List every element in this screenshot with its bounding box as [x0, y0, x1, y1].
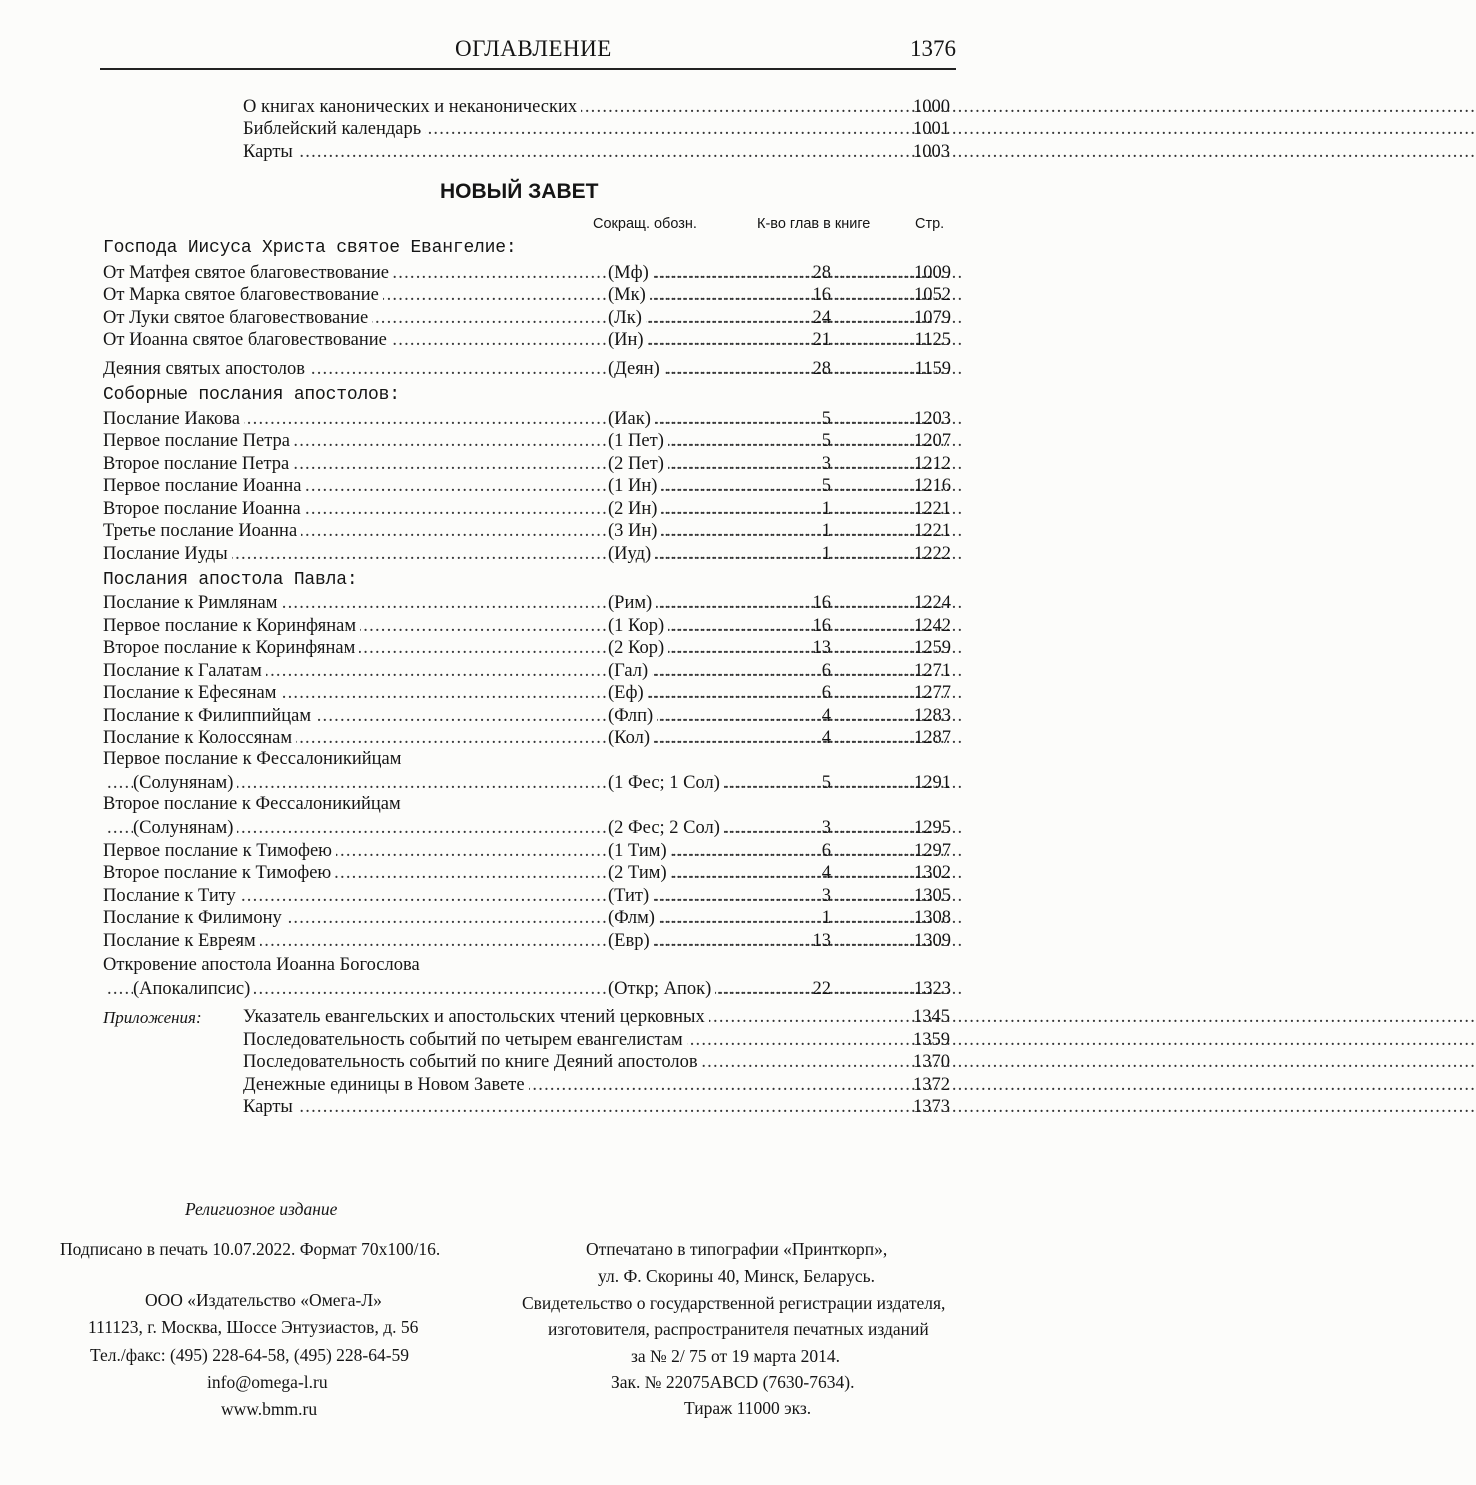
column-header-chapters: К-во глав в книге [757, 216, 871, 232]
leader-dots: .............. [839, 476, 921, 496]
book-entry [103, 930, 951, 952]
leader-dots: .............. [839, 841, 921, 861]
entry-title-line1: Первое послание к Фессалоникийцам [103, 749, 402, 769]
book-entry [103, 705, 951, 727]
leader-dots: .............. [839, 544, 921, 564]
certificate-line-2: изготовителя, распространителя печатных изданий [548, 1319, 929, 1339]
book-title: От Иоанна святое благовествование ..... [103, 329, 603, 351]
page-ref: 1212 [914, 454, 951, 474]
page-ref: 1287 [914, 728, 951, 748]
page-ref: 1295 [914, 818, 951, 838]
running-header [100, 34, 956, 70]
book-entry [103, 615, 951, 637]
book-title: От Марка святое благовествование ..... [103, 284, 603, 306]
signed-info: Подписано в печать 10.07.2022. Формат 70х100/16. [60, 1239, 441, 1259]
chapter-count: 21 [812, 330, 831, 350]
chapter-count: 13 [812, 638, 831, 658]
book-entry [103, 358, 951, 380]
book-abbreviation: (1 Тим) ..... [608, 840, 803, 862]
toc-entry: О книгах канонических и неканонических ..... 1000 [243, 96, 950, 118]
page-ref: 1079 [914, 308, 951, 328]
page-ref: 1221 [914, 499, 951, 519]
page-ref: 1283 [914, 706, 951, 726]
group-title-catholic: Соборные послания апостолов: [103, 385, 400, 405]
leader-dots: .............. [839, 359, 921, 379]
book-title: Послание к Филимону ..... [103, 907, 603, 929]
book-entry [103, 329, 951, 351]
book-entry [103, 262, 951, 284]
chapter-count: 3 [821, 454, 831, 474]
page-ref: 1297 [914, 841, 951, 861]
book-title: Послание к Евреям ..... [103, 930, 603, 952]
leader-dots: .............. [839, 330, 921, 350]
book-abbreviation: (Деян) ..... [608, 358, 803, 380]
book-abbreviation: (2 Фес; 2 Сол) ..... [608, 817, 803, 839]
book-title: Второе послание Иоанна ..... [103, 498, 603, 520]
book-title: Послание к Римлянам ..... [103, 592, 603, 614]
leader-dots: .............. [839, 454, 921, 474]
page-ref: 1291 [914, 773, 951, 793]
appendix-label: Приложения: [103, 1008, 202, 1027]
page-ref: 1309 [914, 931, 951, 951]
chapter-count: 4 [821, 728, 831, 748]
book-entry [103, 817, 951, 839]
leader-dots: .............. [839, 409, 921, 429]
chapter-count: 16 [812, 285, 831, 305]
book-abbreviation: (Откр; Апок) ..... [608, 978, 803, 1000]
chapter-count: 1 [821, 521, 831, 541]
book-abbreviation: (Еф) ..... [608, 682, 803, 704]
book-title: Послание к Ефесянам ..... [103, 682, 603, 704]
toc-entry: Библейский календарь ..... 1001 [243, 118, 950, 140]
leader-dots: .............. [839, 683, 921, 703]
book-entry [103, 430, 951, 452]
page-ref: 1125 [914, 330, 951, 350]
chapter-count: 5 [821, 431, 831, 451]
book-title: Послание Иуды ..... [103, 543, 603, 565]
chapter-count: 13 [812, 931, 831, 951]
book-title: (Солунянам) ..... [103, 817, 603, 839]
section-title: НОВЫЙ ЗАВЕТ [440, 180, 599, 203]
page-ref: 1259 [914, 638, 951, 658]
book-entry [103, 543, 951, 565]
book-title: Послание к Галатам ..... [103, 660, 603, 682]
book-entry [103, 453, 951, 475]
book-abbreviation: (Рим) ..... [608, 592, 803, 614]
book-title: (Солунянам) ..... [103, 772, 603, 794]
leader-dots: .............. [839, 931, 921, 951]
page-ref: 1323 [914, 979, 951, 999]
chapter-count: 4 [821, 706, 831, 726]
chapter-count: 28 [812, 359, 831, 379]
book-abbreviation: (Иуд) ..... [608, 543, 803, 565]
group-title-pauline: Послания апостола Павла: [103, 570, 358, 590]
book-entry [103, 307, 951, 329]
book-title: Второе послание к Тимофею ..... [103, 862, 603, 884]
chapter-count: 4 [821, 863, 831, 883]
book-abbreviation: (2 Тим) ..... [608, 862, 803, 884]
leader-dots: .............. [839, 661, 921, 681]
book-entry [103, 660, 951, 682]
book-abbreviation: (Кол) ..... [608, 727, 803, 749]
publisher-name: ООО «Издательство «Омега-Л» [145, 1290, 382, 1310]
print-run: Тираж 11000 экз. [684, 1398, 812, 1418]
book-entry [103, 475, 951, 497]
publisher-email: info@omega-l.ru [207, 1372, 328, 1392]
entry-title-line1: Откровение апостола Иоанна Богослова [103, 955, 420, 975]
page-ref: 1222 [914, 544, 951, 564]
leader-dots: .............. [839, 706, 921, 726]
book-title: Послание к Колоссянам ..... [103, 727, 603, 749]
page-ref: 1277 [914, 683, 951, 703]
chapter-count: 16 [812, 593, 831, 613]
page-ref: 1224 [914, 593, 951, 613]
book-entry [103, 682, 951, 704]
leader-dots: .............. [839, 499, 921, 519]
edition-type: Религиозное издание [185, 1199, 338, 1219]
book-abbreviation: (1 Пет) ..... [608, 430, 803, 452]
book-abbreviation: (Иак) ..... [608, 408, 803, 430]
book-title: Послание Иакова ..... [103, 408, 603, 430]
leader-dots: .............. [839, 886, 921, 906]
chapter-count: 22 [812, 979, 831, 999]
book-title: Первое послание Иоанна ..... [103, 475, 603, 497]
appendix-entry: Денежные единицы в Новом Завете ..... 1372 [243, 1074, 950, 1096]
book-title: Второе послание Петра ..... [103, 453, 603, 475]
page-ref: 1242 [914, 616, 951, 636]
book-abbreviation: (Флм) ..... [608, 907, 803, 929]
chapter-count: 1 [821, 908, 831, 928]
certificate-line-3: за № 2/ 75 от 19 марта 2014. [631, 1346, 841, 1366]
book-title: Деяния святых апостолов ..... [103, 358, 603, 380]
book-abbreviation: (Гал) ..... [608, 660, 803, 682]
chapter-count: 3 [821, 886, 831, 906]
printer-line-2: ул. Ф. Скорины 40, Минск, Беларусь. [598, 1266, 875, 1286]
book-abbreviation: (Ин) ..... [608, 329, 803, 351]
book-abbreviation: (Флп) ..... [608, 705, 803, 727]
appendix-entry: Указатель евангельских и апостольских чтений церковных ..... 1345 [243, 1006, 950, 1028]
chapter-count: 24 [812, 308, 831, 328]
chapter-count: 1 [821, 544, 831, 564]
leader-dots: .............. [839, 638, 921, 658]
chapter-count: 5 [821, 409, 831, 429]
column-header-page: Стр. [915, 216, 945, 232]
book-abbreviation: (2 Пет) ..... [608, 453, 803, 475]
book-title: Первое послание Петра ..... [103, 430, 603, 452]
leader-dots: .............. [839, 521, 921, 541]
book-abbreviation: (1 Кор) ..... [608, 615, 803, 637]
book-abbreviation: (Мк) ..... [608, 284, 803, 306]
chapter-count: 16 [812, 616, 831, 636]
book-entry [103, 284, 951, 306]
chapter-count: 3 [821, 818, 831, 838]
page-ref: 1271 [914, 661, 951, 681]
leader-dots: .............. [839, 818, 921, 838]
chapter-count: 6 [821, 661, 831, 681]
page-ref: 1203 [914, 409, 951, 429]
book-entry [103, 885, 951, 907]
page-number: 1376 [910, 36, 956, 61]
book-entry [103, 862, 951, 884]
book-abbreviation: (2 Кор) ..... [608, 637, 803, 659]
page-ref: 1305 [914, 886, 951, 906]
book-abbreviation: (1 Ин) ..... [608, 475, 803, 497]
order-number: Зак. № 22075ABCD (7630-7634). [611, 1372, 855, 1392]
chapter-count: 6 [821, 683, 831, 703]
book-abbreviation: (Лк) ..... [608, 307, 803, 329]
leader-dots: .............. [839, 773, 921, 793]
chapter-count: 28 [812, 263, 831, 283]
publisher-phone: Тел./факс: (495) 228-64-58, (495) 228-64-59 [90, 1345, 410, 1365]
book-abbreviation: (2 Ин) ..... [608, 498, 803, 520]
page-ref: 1216 [914, 476, 951, 496]
book-entry [103, 907, 951, 929]
leader-dots: .............. [839, 431, 921, 451]
chapter-count: 5 [821, 476, 831, 496]
page-ref: 1302 [914, 863, 951, 883]
book-entry [103, 592, 951, 614]
book-title: От Матфея святое благовествование ..... [103, 262, 603, 284]
leader-dots: .............. [839, 979, 921, 999]
book-title: От Луки святое благовествование ..... [103, 307, 603, 329]
appendix-entry: Последовательность событий по четырем евангелистам ..... 1359 [243, 1029, 950, 1051]
publisher-address: 111123, г. Москва, Шоссе Энтузиастов, д. 56 [88, 1317, 419, 1337]
page-ref: 1159 [914, 359, 951, 379]
page-ref: 1052 [914, 285, 951, 305]
book-entry [103, 498, 951, 520]
book-title: Первое послание к Тимофею ..... [103, 840, 603, 862]
book-title: (Апокалипсис) ..... [103, 978, 603, 1000]
entry-title-line1: Второе послание к Фессалоникийцам [103, 794, 401, 814]
leader-dots: .............. [839, 308, 921, 328]
book-entry [103, 520, 951, 542]
leader-dots: .............. [839, 863, 921, 883]
leader-dots: .............. [839, 263, 921, 283]
book-entry [103, 727, 951, 749]
book-title: Послание к Филиппийцам ..... [103, 705, 603, 727]
leader-dots: .............. [839, 908, 921, 928]
book-entry [103, 978, 951, 1000]
book-abbreviation: (Евр) ..... [608, 930, 803, 952]
book-title: Второе послание к Коринфянам ..... [103, 637, 603, 659]
page-ref: 1308 [914, 908, 951, 928]
book-entry [103, 772, 951, 794]
book-abbreviation: (Мф) ..... [608, 262, 803, 284]
book-entry [103, 637, 951, 659]
chapter-count: 5 [821, 773, 831, 793]
printer-line-1: Отпечатано в типографии «Принткорп», [586, 1239, 888, 1259]
book-title: Третье послание Иоанна ..... [103, 520, 603, 542]
chapter-count: 1 [821, 499, 831, 519]
certificate-line-1: Свидетельство о государственной регистрации издателя, [522, 1293, 946, 1313]
book-entry [103, 840, 951, 862]
appendix-entry: Карты ..... 1373 [243, 1096, 950, 1118]
header-title: ОГЛАВЛЕНИЕ [455, 36, 612, 61]
chapter-count: 6 [821, 841, 831, 861]
leader-dots: .............. [839, 728, 921, 748]
column-header-abbr: Сокращ. обозн. [593, 216, 697, 232]
page-ref: 1207 [914, 431, 951, 451]
leader-dots: .............. [839, 616, 921, 636]
book-title: Первое послание к Коринфянам ..... [103, 615, 603, 637]
leader-dots: .............. [839, 285, 921, 305]
group-title-gospels: Господа Иисуса Христа святое Евангелие: [103, 238, 517, 258]
toc-entry: Карты ..... 1003 [243, 141, 950, 163]
page-ref: 1221 [914, 521, 951, 541]
book-abbreviation: (Тит) ..... [608, 885, 803, 907]
leader-dots: .............. [839, 593, 921, 613]
book-entry [103, 408, 951, 430]
book-abbreviation: (1 Фес; 1 Сол) ..... [608, 772, 803, 794]
publisher-website: www.bmm.ru [221, 1399, 318, 1419]
book-title: Послание к Титу ..... [103, 885, 603, 907]
book-abbreviation: (3 Ин) ..... [608, 520, 803, 542]
page-ref: 1009 [914, 263, 951, 283]
appendix-entry: Последовательность событий по книге Деяний апостолов ..... 1370 [243, 1051, 950, 1073]
